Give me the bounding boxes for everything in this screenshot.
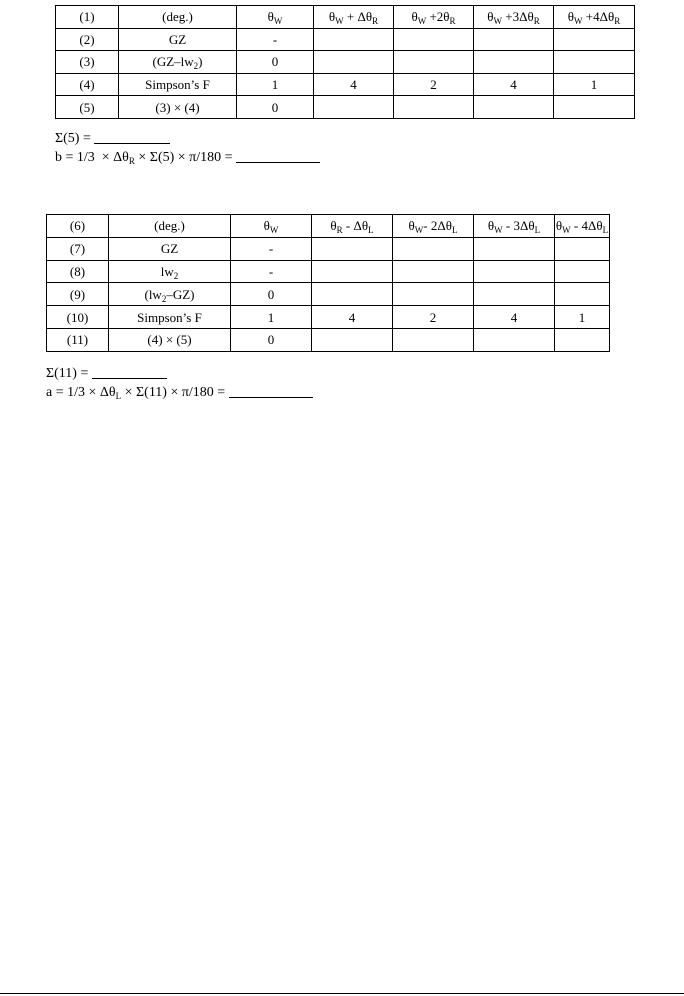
angle-header-cell: $\theta_W +4\Delta\theta_R$ xyxy=(554,6,635,29)
sum-11-label: Σ(11) = xyxy=(46,366,89,381)
b-formula-line xyxy=(55,150,320,165)
b-formula: $b = 1/3 \times \Delta\theta_R \times \Sigma(5) \times \pi/180$ = xyxy=(55,150,233,166)
angle-header-cell: $\theta_W +3\Delta\theta_R$ xyxy=(474,6,554,29)
sum-11-blank[interactable] xyxy=(92,366,167,379)
value-cell: 2 xyxy=(394,73,474,96)
value-cell: 1 xyxy=(231,306,312,329)
value-cell[interactable] xyxy=(554,51,635,74)
value-cell: 0 xyxy=(237,96,314,119)
row-description-cell: (3) × (4) xyxy=(119,96,237,119)
angle-header-cell: $\theta_R - \Delta\theta_L$ xyxy=(312,215,393,238)
value-cell[interactable] xyxy=(474,328,555,351)
row-label-cell: (4) xyxy=(56,73,119,96)
row-description-cell: (deg.) xyxy=(119,6,237,29)
row-label-cell: (3) xyxy=(56,51,119,74)
value-cell[interactable] xyxy=(474,96,554,119)
row-label-cell: (8) xyxy=(47,260,109,283)
value-cell[interactable] xyxy=(554,96,635,119)
angle-header-cell: $\theta_W - 3\Delta\theta_L$ xyxy=(474,215,555,238)
value-cell[interactable] xyxy=(555,260,610,283)
table2-row xyxy=(47,306,610,329)
sum-5-label: Σ(5) = xyxy=(55,131,91,146)
value-cell[interactable] xyxy=(474,28,554,51)
value-cell[interactable] xyxy=(474,283,555,306)
value-cell[interactable] xyxy=(474,51,554,74)
value-cell[interactable] xyxy=(393,328,474,351)
value-cell: - xyxy=(231,237,312,260)
angle-header-cell: $\theta_W + \Delta\theta_R$ xyxy=(314,6,394,29)
table2-row xyxy=(47,283,610,306)
value-cell[interactable] xyxy=(474,237,555,260)
value-cell[interactable] xyxy=(555,283,610,306)
sum-5-blank[interactable] xyxy=(94,131,170,144)
value-cell[interactable] xyxy=(393,237,474,260)
row-label-cell: (2) xyxy=(56,28,119,51)
value-cell[interactable] xyxy=(394,51,474,74)
value-cell: 4 xyxy=(312,306,393,329)
value-cell: 0 xyxy=(231,283,312,306)
a-formula: $a = 1/3 \times \Delta\theta_L \times \Sigma(11) \times \pi/180$ = xyxy=(46,385,226,401)
value-cell[interactable] xyxy=(314,28,394,51)
a-blank[interactable] xyxy=(229,385,313,398)
row-label-cell: (11) xyxy=(47,328,109,351)
value-cell[interactable] xyxy=(312,260,393,283)
row-description-cell: $lw_2$ xyxy=(109,260,231,283)
row-description-cell: GZ xyxy=(109,237,231,260)
angle-header-cell: $\theta_W - 4\Delta\theta_L$ xyxy=(555,215,610,238)
angle-header-cell: $\theta_W$ xyxy=(237,6,314,29)
value-cell[interactable] xyxy=(394,96,474,119)
table1-row xyxy=(56,6,635,29)
value-cell: - xyxy=(231,260,312,283)
value-cell[interactable] xyxy=(394,28,474,51)
value-cell[interactable] xyxy=(312,283,393,306)
value-cell[interactable] xyxy=(314,96,394,119)
value-cell: 0 xyxy=(237,51,314,74)
value-cell[interactable] xyxy=(555,237,610,260)
angle-header-cell: $\theta_W +2\theta_R$ xyxy=(394,6,474,29)
row-description-cell: Simpson’s F xyxy=(109,306,231,329)
value-cell: - xyxy=(237,28,314,51)
row-label-cell: (10) xyxy=(47,306,109,329)
sum-5-line xyxy=(55,131,170,146)
table2-row xyxy=(47,260,610,283)
value-cell[interactable] xyxy=(393,283,474,306)
table1-row xyxy=(56,51,635,74)
simpson-table-righting xyxy=(55,5,635,119)
simpson-table-heeling xyxy=(46,214,610,352)
table1-row xyxy=(56,28,635,51)
row-description-cell: $(lw_2-GZ)$ xyxy=(109,283,231,306)
angle-header-cell: $\theta_W$ xyxy=(231,215,312,238)
page-footer-rule xyxy=(0,993,684,994)
table2-row xyxy=(47,328,610,351)
value-cell[interactable] xyxy=(312,237,393,260)
row-label-cell: (9) xyxy=(47,283,109,306)
row-label-cell: (6) xyxy=(47,215,109,238)
angle-header-cell: $\theta_W-$ $2\Delta\theta_L$ xyxy=(393,215,474,238)
table1-row xyxy=(56,73,635,96)
value-cell: 1 xyxy=(555,306,610,329)
value-cell: 2 xyxy=(393,306,474,329)
table2-row xyxy=(47,237,610,260)
table2-row xyxy=(47,215,610,238)
row-label-cell: (5) xyxy=(56,96,119,119)
row-description-cell: GZ xyxy=(119,28,237,51)
value-cell[interactable] xyxy=(314,51,394,74)
row-description-cell: $(GZ-lw_2)$ xyxy=(119,51,237,74)
value-cell[interactable] xyxy=(555,328,610,351)
row-label-cell: (7) xyxy=(47,237,109,260)
value-cell: 1 xyxy=(554,73,635,96)
value-cell[interactable] xyxy=(554,28,635,51)
b-blank[interactable] xyxy=(236,150,320,163)
value-cell: 4 xyxy=(314,73,394,96)
row-label-cell: (1) xyxy=(56,6,119,29)
a-formula-line xyxy=(46,385,313,400)
value-cell[interactable] xyxy=(393,260,474,283)
row-description-cell: (deg.) xyxy=(109,215,231,238)
value-cell: 1 xyxy=(237,73,314,96)
value-cell: 4 xyxy=(474,73,554,96)
value-cell[interactable] xyxy=(312,328,393,351)
value-cell: 0 xyxy=(231,328,312,351)
table1-row xyxy=(56,96,635,119)
sum-11-line xyxy=(46,366,167,381)
row-description-cell: (4) × (5) xyxy=(109,328,231,351)
value-cell[interactable] xyxy=(474,260,555,283)
row-description-cell: Simpson’s F xyxy=(119,73,237,96)
value-cell: 4 xyxy=(474,306,555,329)
